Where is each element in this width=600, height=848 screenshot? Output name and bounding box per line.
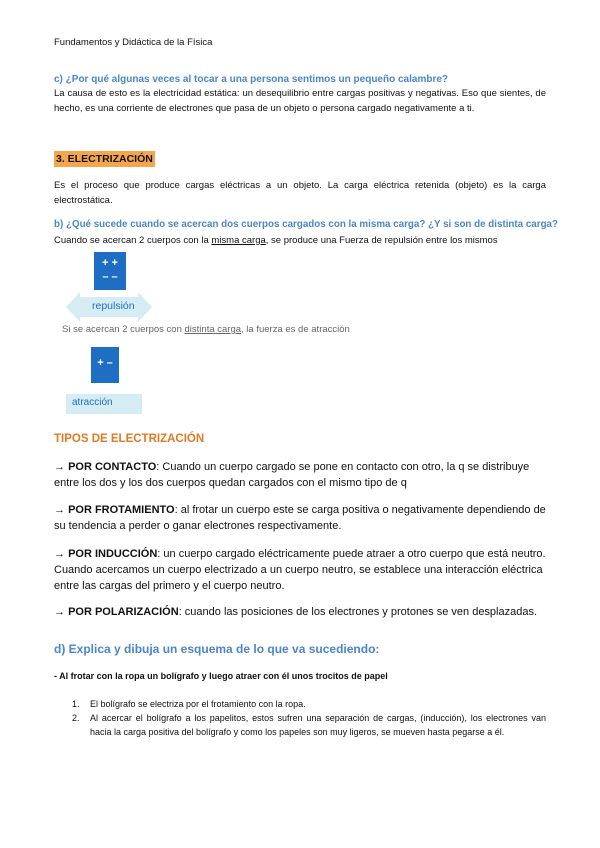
tipo-contacto-text: : Cuando un cuerpo cargado se pone en contacto con otro, la q se distribuye entre los dos y los dos cuerpos quedan cargados con el mismo tipo de q [54,461,530,489]
tipo-contacto [54,459,546,491]
figure-caption-underlined: distinta carga [184,324,242,335]
section-3-definition: Es el proceso que produce cargas eléctricas a un objeto. La carga eléctrica retenida (objeto) es la carga electrostática. [54,180,546,206]
figure-caption-pre: Si se acercan 2 cuerpos con [62,324,185,335]
repulsion-label: repulsión [92,300,135,312]
question-b: b) ¿Qué sucede cuando se acercan dos cuerpos cargados con la misma carga? ¿Y si son de distinta carga? [54,219,558,230]
figure-caption [62,324,350,335]
answer-b [54,233,498,248]
tipo-polarizacion [54,604,546,620]
question-d: d) Explica y dibuja un esquema de lo que va sucediendo: [54,642,380,656]
tipo-induccion [54,546,546,594]
tipo-frotamiento-name: POR FROTAMIENTO [68,504,175,516]
tipo-polarizacion-name: POR POLARIZACIÓN [68,606,179,618]
same-charge-box [94,252,126,290]
arrow-right-icon: → [54,461,65,473]
answer-c: La causa de esto es la electricidad estática: un desequilibrio entre cargas positivas y negativas. Eso que sientes, de hecho, es una corriente de electrones que pasa de un objeto o persona cargado negativamente a ti. [54,88,546,114]
list-item [54,711,546,739]
page-header: Fundamentos y Didáctica de la Física [54,37,213,48]
list-item-text: Al acercar el bolígrafo a los papelitos, estos sufren una separación de cargas, (inducción), los electrones van hacia la carga positiva del bolígrafo y como los papeles son muy ligeros, se mueven hasta pegarse a él. [90,713,546,737]
different-charge-symbols: + – [97,357,113,369]
question-c: c) ¿Por qué algunas veces al tocar a una persona sentimos un pequeño calambre? [54,74,449,85]
tipos-title: TIPOS DE ELECTRIZACIÓN [54,433,205,445]
answer-d-list [54,697,546,739]
arrow-right-icon: → [54,606,65,618]
tipo-frotamiento-text: : al frotar un cuerpo este se carga positiva o negativamente dependiendo de su tendencia a perder o ganar electrones respectivamente. [54,504,546,532]
tipo-contacto-name: POR CONTACTO [68,461,157,473]
section-3-title [54,149,155,167]
answer-b-pre: Cuando se acercan 2 cuerpos con la [54,235,212,246]
list-item-number: 2. [72,713,80,723]
tipo-induccion-name: POR INDUCCIÓN [68,548,158,560]
list-item-number: 1. [72,699,80,709]
answer-b-underlined: misma carga [211,235,266,246]
tipo-polarizacion-text: : cuando las posiciones de los electrones y protones se ven desplazadas. [178,606,538,618]
figure-caption-post: , la fuerza es de atracción [241,324,350,335]
arrow-right-icon: → [54,548,65,560]
same-charge-symbols: + + – – [102,257,118,283]
arrow-right-icon: → [54,504,65,516]
section-3-title-text: 3. ELECTRIZACIÓN [56,153,153,165]
list-item-text: El bolígrafo se electriza por el frotamiento con la ropa. [90,699,306,709]
question-d-subtitle: - Al frotar con la ropa un bolígrafo y luego atraer con él unos trocitos de papel [54,671,388,681]
attraction-label: atracción [72,397,113,408]
list-item [54,697,546,711]
different-charge-box [91,347,119,383]
tipo-frotamiento [54,502,546,534]
answer-b-post: , se produce una Fuerza de repulsión entre los mismos [265,235,498,246]
tipo-induccion-text: : un cuerpo cargado eléctricamente puede atraer a otro cuerpo que está neutro. Cuando acercamos un cuerpo electrizado a un cuerpo neutro, se establece una interacción eléctrica entre las cargas del primero y el cuerpo neutro. [54,548,546,592]
